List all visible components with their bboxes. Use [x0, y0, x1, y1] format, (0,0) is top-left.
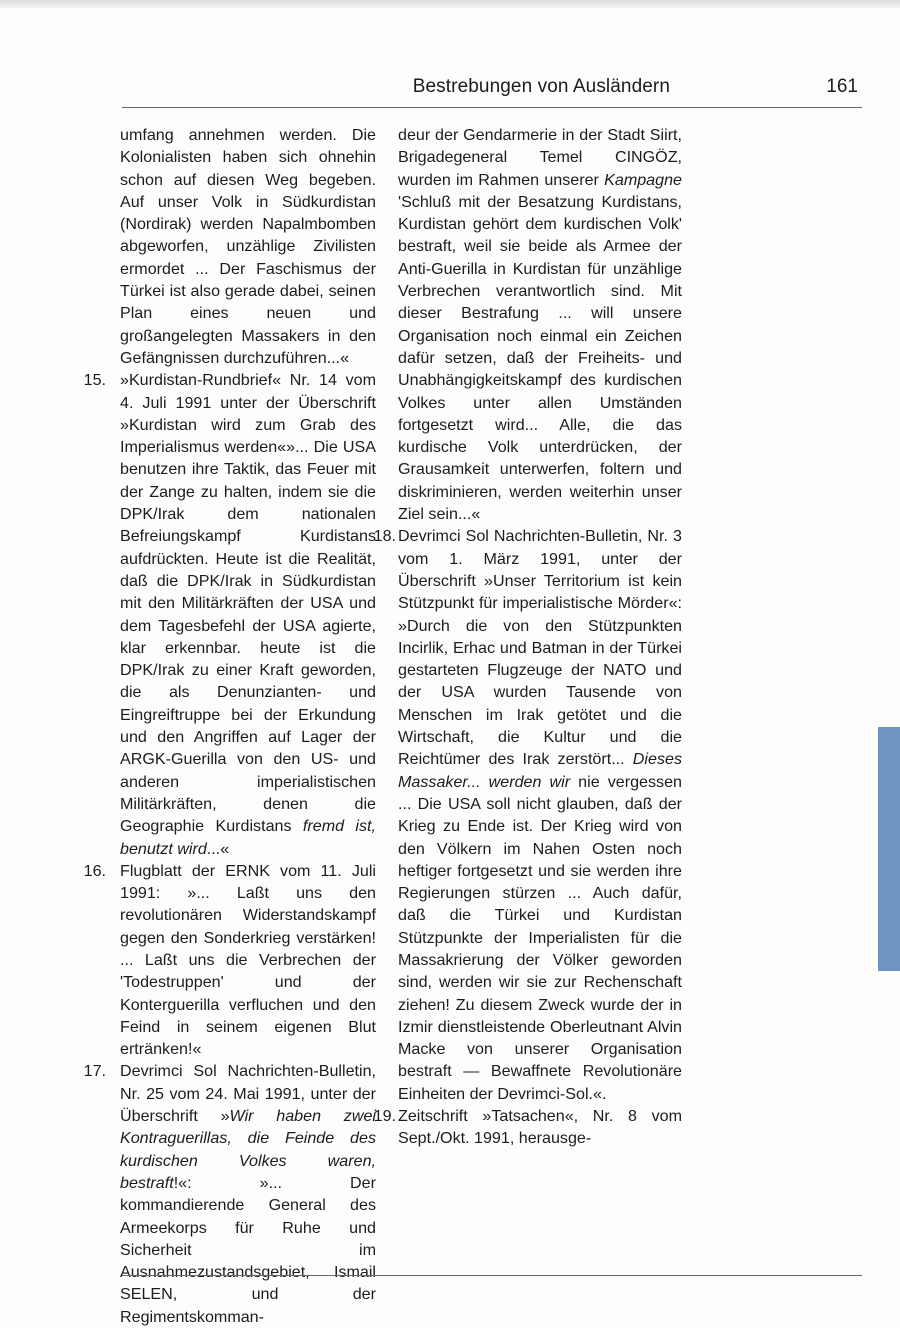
note-text: nie vergessen ... Die USA soll nicht glauben, daß der Krieg zu Ende ist. Der Krieg wird von den Völkern im Nahen Osten noch heftiger fortgesetzt und sie werden ihre Regierungen stürzen ... Auch dafür, daß die Türkei und Kurdistan Stützpunkte der Imperialisten für die Massakrierung der Völker geworden sind, werden wir sie zur Rechenschaft ziehen! Zu diesem Zweck wurde der in Izmir dienstleistende Oberleutnant Alvin Macke von unserer Organisation bestraft — Bewaffnete Revolutionäre Einheiten der Devrimci-Sol.«.	[398, 772, 682, 1103]
note-text: ...«	[206, 839, 230, 858]
continuation-italic-text: Kampagne	[604, 170, 682, 189]
right-column	[373, 124, 682, 1150]
note-text: Flugblatt der ERNK vom 11. Juli 1991: »... Laßt uns den revolutionären Widerstandskampf gegen den Sonderkrieg verstärken! ... Laßt uns die Verbrechen der 'Todestruppen' und der Konterguerilla verfluchen und den Feind in seinem eigenen Blut ertränken!«	[120, 861, 376, 1059]
continuation-text: deur der Gendarmerie in der Stadt Siirt, Brigadegeneral Temel CINGÖZ, wurden im Rahmen unserer	[398, 126, 682, 189]
note-item-19	[373, 1105, 682, 1150]
note-number: 16.	[83, 861, 106, 880]
note-number: 19.	[373, 1107, 396, 1126]
running-title: Bestrebungen von Ausländern	[412, 76, 670, 97]
page-number: 161	[826, 76, 858, 97]
running-head	[0, 72, 900, 106]
note-text: Zeitschrift »Tatsachen«, Nr. 8 vom Sept./Okt. 1991, herausge-	[398, 1107, 682, 1148]
continuation-text: 'Schluß mit der Besatzung Kurdistans, Kurdistan gehört dem kurdischen Volk' bestraft, weil sie beide als Armee der Anti-Guerilla in Kurdistan für unzählige Verbrechen verantwortlich sind. Mit dieser Bestrafung ... will unsere Organisation noch einmal ein Zeichen dafür setzen, daß der Freiheits- und Unabhängigkeitskampf des kurdischen Volkes unter allen Umständen fortgesetzt wird... Alle, die das kurdische Volk unterdrücken, der Grausamkeit unterwerfen, foltern und diskriminieren, werden weiterhin unser Ziel sein...«	[398, 192, 682, 524]
note-text: Devrimci Sol Nachrichten-Bulletin, Nr. 3 vom 1. März 1991, unter der Überschrift »Unser Territorium ist kein Stützpunkt für imperialistische Mörder«: »Durch die von den Stützpunkten Incirlik, Erhac und Batman in der Türkei gestarteten Flugzeuge der NATO und der USA wurden Tausende von Menschen im Irak getötet und die Wirtschaft, die Kultur und die Reichtümer des Irak zerstört...	[398, 527, 682, 769]
note-italic-text: fremd ist, benutzt wird	[120, 817, 376, 858]
note-number: 18.	[373, 527, 396, 546]
thumb-index-tab	[878, 727, 900, 971]
note-number: 15.	[83, 371, 106, 390]
header-rule	[122, 107, 862, 108]
left-column	[83, 124, 376, 1328]
note-text: !«: »... Der kommandierende General des Armeekorps für Ruhe und Sicherheit im Ausnahmezustandsgebiet, Ismail SELEN, und der Regimentskomman-	[120, 1173, 376, 1326]
page-top-edge	[0, 0, 900, 8]
note-italic-text: Dieses Massaker... werden wir	[398, 750, 682, 791]
note-italic-text: Wir haben zwei Kontraguerillas, die Feinde des kurdischen Volkes waren, bestraft	[120, 1107, 376, 1192]
continuation-paragraph	[398, 124, 682, 525]
note-text: Devrimci Sol Nachrichten-Bulletin, Nr. 25 vom 24. Mai 1991, unter der Überschrift »	[120, 1062, 376, 1126]
note-text: »Kurdistan-Rundbrief« Nr. 14 vom 4. Juli 1991 unter der Überschrift »Kurdistan wird zum Grab des Imperialismus werden«»... Die USA benutzen ihre Taktik, das Feuer mit der Zange zu halten, indem sie die DPK/Irak dem nationalen Befreiungskampf Kurdistans aufdrückten. Heute ist die Realität, daß die DPK/Irak in Südkurdistan mit den Militärkräften der USA und dem Tagesbefehl der USA agierte, klar erkennbar. heute ist die DPK/Irak zu einer Kraft geworden, die als Denunzianten- und Eingreiftruppe bei der Erkundung und den Angriffen auf Lager der ARGK-Guerilla von den US- und anderen imperialistischen Militärkräften, denen die Geographie Kurdistans	[120, 371, 376, 836]
note-item-18	[373, 525, 682, 1105]
continuation-paragraph: umfang annehmen werden. Die Kolonialisten haben sich ohnehin schon auf diesen Weg begeben. Auf unser Volk in Südkurdistan (Nordirak) werden Napalmbomben abgeworfen, unzählige Zivilisten ermordet ... Der Faschismus der Türkei ist also gerade dabei, seinen Plan eines neuen und großangelegten Massakers in den Gefängnissen durchzuführen...«	[120, 126, 376, 367]
note-item-16	[83, 860, 376, 1061]
footer-rule	[122, 1275, 862, 1276]
note-item-15	[83, 369, 376, 860]
note-number: 17.	[83, 1062, 106, 1081]
note-item-17	[83, 1060, 376, 1328]
